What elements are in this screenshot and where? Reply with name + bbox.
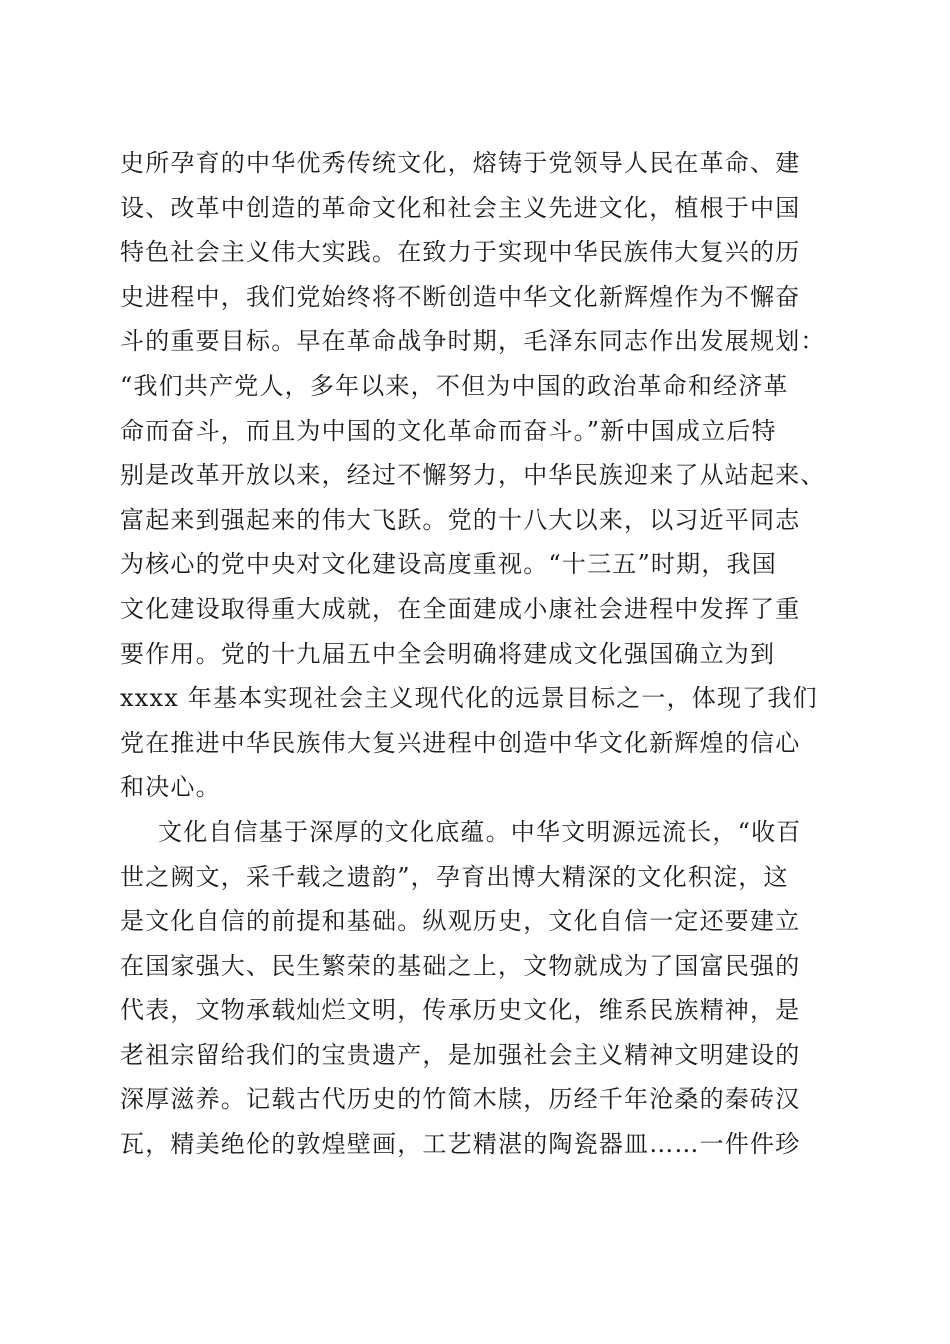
text-line: 设、改革中创造的革命文化和社会主义先进文化，植根于中国	[120, 193, 801, 222]
text-line: 富起来到强起来的伟大飞跃。党的十八大以来，以习近平同志	[120, 505, 801, 534]
text-line: 特色社会主义伟大实践。在致力于实现中华民族伟大复兴的历	[120, 238, 801, 267]
text-line: 命而奋斗，而且为中国的文化革命而奋斗。”新中国成立后特	[120, 416, 777, 445]
text-line: 是文化自信的前提和基础。纵观历史，文化自信一定还要建立	[120, 907, 801, 936]
text-line: 史所孕育的中华优秀传统文化，熔铸于党领导人民在革命、建	[120, 149, 801, 177]
text-line: 要作用。党的十九届五中全会明确将建成文化强国确立为到	[120, 639, 776, 668]
text-line: 别是改革开放以来，经过不懈努力，中华民族迎来了从站起来、	[120, 461, 826, 490]
text-line: 文化自信基于深厚的文化底蕴。中华文明源远流长，“收百	[158, 817, 802, 846]
text-line: 世之阙文，采千载之遗韵”，孕育出博大精深的文化积淀，这	[120, 862, 789, 891]
text-line: 瓦，精美绝伦的敦煌壁画，工艺精湛的陶瓷器皿……一件件珍	[120, 1130, 801, 1159]
text-line: 为核心的党中央对文化建设高度重视。“十三五”时期，我国	[120, 550, 777, 579]
text-line: 斗的重要目标。早在革命战争时期，毛泽东同志作出发展规划：	[120, 327, 826, 356]
text-line: 党在推进中华民族伟大复兴进程中创造中华文化新辉煌的信心	[120, 728, 801, 757]
text-line: 史进程中，我们党始终将不断创造中华文化新辉煌作为不懈奋	[120, 282, 801, 311]
text-line: 文化建设取得重大成就，在全面建成小康社会进程中发挥了重	[120, 594, 801, 623]
text-line: 深厚滋养。记载古代历史的竹简木牍，历经千年沧桑的秦砖汉	[120, 1085, 801, 1114]
paragraph-2	[120, 810, 840, 1167]
body-text	[120, 141, 840, 1167]
text-line: 和决心。	[120, 773, 221, 802]
paragraph-1	[120, 141, 840, 810]
text-line: “我们共产党人，多年以来，不但为中国的政治革命和经济革	[120, 371, 789, 400]
text-line: 代表，文物承载灿烂文明，传承历史文化，维系民族精神，是	[120, 996, 801, 1025]
text-line: 老祖宗留给我们的宝贵遗产，是加强社会主义精神文明建设的	[120, 1040, 801, 1069]
text-line: xxxx 年基本实现社会主义现代化的远景目标之一，体现了我们	[120, 684, 818, 713]
text-line: 在国家强大、民生繁荣的基础之上，文物就成为了国富民强的	[120, 951, 801, 980]
